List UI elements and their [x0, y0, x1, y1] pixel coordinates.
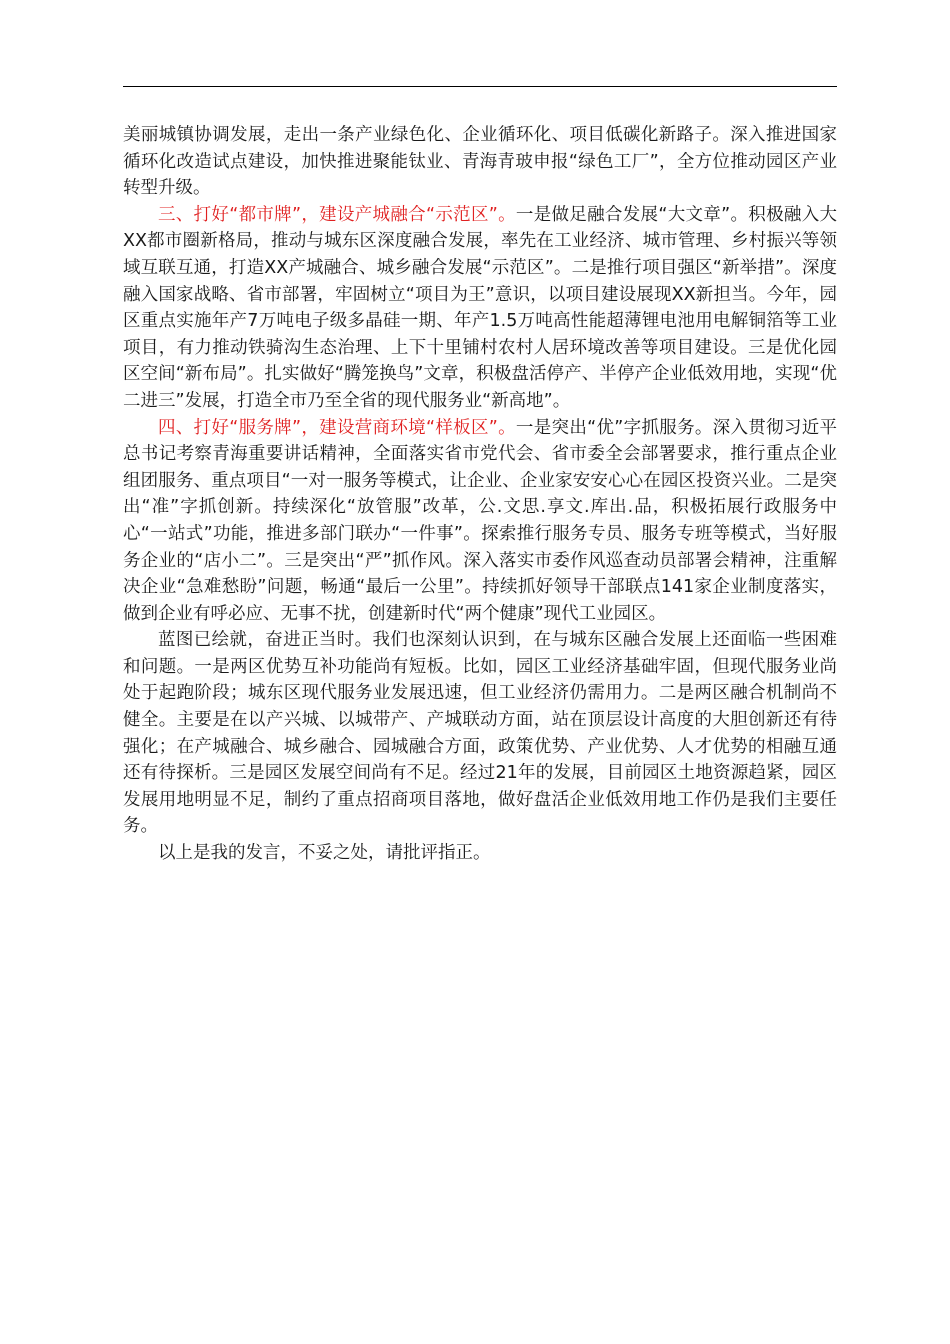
paragraph-text: 一是做足融合发展“大文章”。积极融入大XX都市圈新格局，推动与城东区深度融合发展，率先在工业经济、城市管理、乡村振兴等领域互联互通，打造XX产城融合、城乡融合发展“示范区”。二是推行项目强区“新举措”。深度融入国家战略、省市部署，牢固树立“项目为王”意识，以项目建设展现XX新担当。今年，园区重点实施年产7万吨电子级多晶硅一期、年产1.5万吨高性能超薄锂电池用电解铜箔等工业项目，有力推动铁骑沟生态治理、上下十里铺村农村人居环境改善等项目建设。三是优化园区空间“新布局”。扎实做好“腾笼换鸟”文章，积极盘活停产、半停产企业低效用地，实现“优二进三”发展，打造全市乃至全省的现代服务业“新高地”。: [123, 204, 837, 411]
document-body: [123, 122, 837, 867]
header-rule: [123, 86, 837, 87]
paragraph-text: 以上是我的发言，不妥之处，请批评指正。: [158, 843, 491, 864]
paragraph-closing: [123, 840, 837, 867]
paragraph-text: 一是突出“优”字抓服务。深入贯彻习近平总书记考察青海重要讲话精神，全面落实省市党代会、省市委全会部署要求，推行重点企业组团服务、重点项目“一对一服务等模式，让企业、企业家安安心心在园区投资兴业。二是突出“准”字抓创新。持续深化“放管服”改革，公.文思.享文.库出.品，积极拓展行政服务中心“一站式”功能，推进多部门联办“一件事”。探索推行服务专员、服务专班等模式，当好服务企业的“店小二”。三是突出“严”抓作风。深入落实市委作风巡查动员部署会精神，注重解决企业“急难愁盼”问题，畅通“最后一公里”。持续抓好领导干部联点141家企业制度落实，做到企业有呼必应、无事不扰，创建新时代“两个健康”现代工业园区。: [123, 417, 837, 624]
paragraph-text: 蓝图已绘就，奋进正当时。我们也深刻认识到，在与城东区融合发展上还面临一些困难和问题。一是两区优势互补功能尚有短板。比如，园区工业经济基础牢固，但现代服务业尚处于起跑阶段；城东区现代服务业发展迅速，但工业经济仍需用力。二是两区融合机制尚不健全。主要是在以产兴城、以城带产、产城联动方面，站在顶层设计高度的大胆创新还有待强化；在产城融合、城乡融合、园城融合方面，政策优势、产业优势、人才优势的相融互通还有待探析。三是园区发展空间尚有不足。经过21年的发展，目前园区土地资源趋紧，园区发展用地明显不足，制约了重点招商项目落地，做好盘活企业低效用地工作仍是我们主要任务。: [123, 630, 837, 837]
section-three-heading: 三、打好“都市牌”，建设产城融合“示范区”。: [158, 204, 516, 225]
paragraph-section-four: [123, 415, 837, 628]
paragraph-text: 美丽城镇协调发展，走出一条产业绿色化、企业循环化、项目低碳化新路子。深入推进国家循环化改造试点建设，加快推进聚能钛业、青海青玻申报“绿色工厂”，全方位推动园区产业转型升级。: [123, 125, 837, 199]
paragraph-continued: [123, 122, 837, 202]
section-four-heading: 四、打好“服务牌”，建设营商环境“样板区”。: [158, 417, 516, 438]
paragraph-section-three: [123, 202, 837, 415]
paragraph-problems: [123, 627, 837, 840]
